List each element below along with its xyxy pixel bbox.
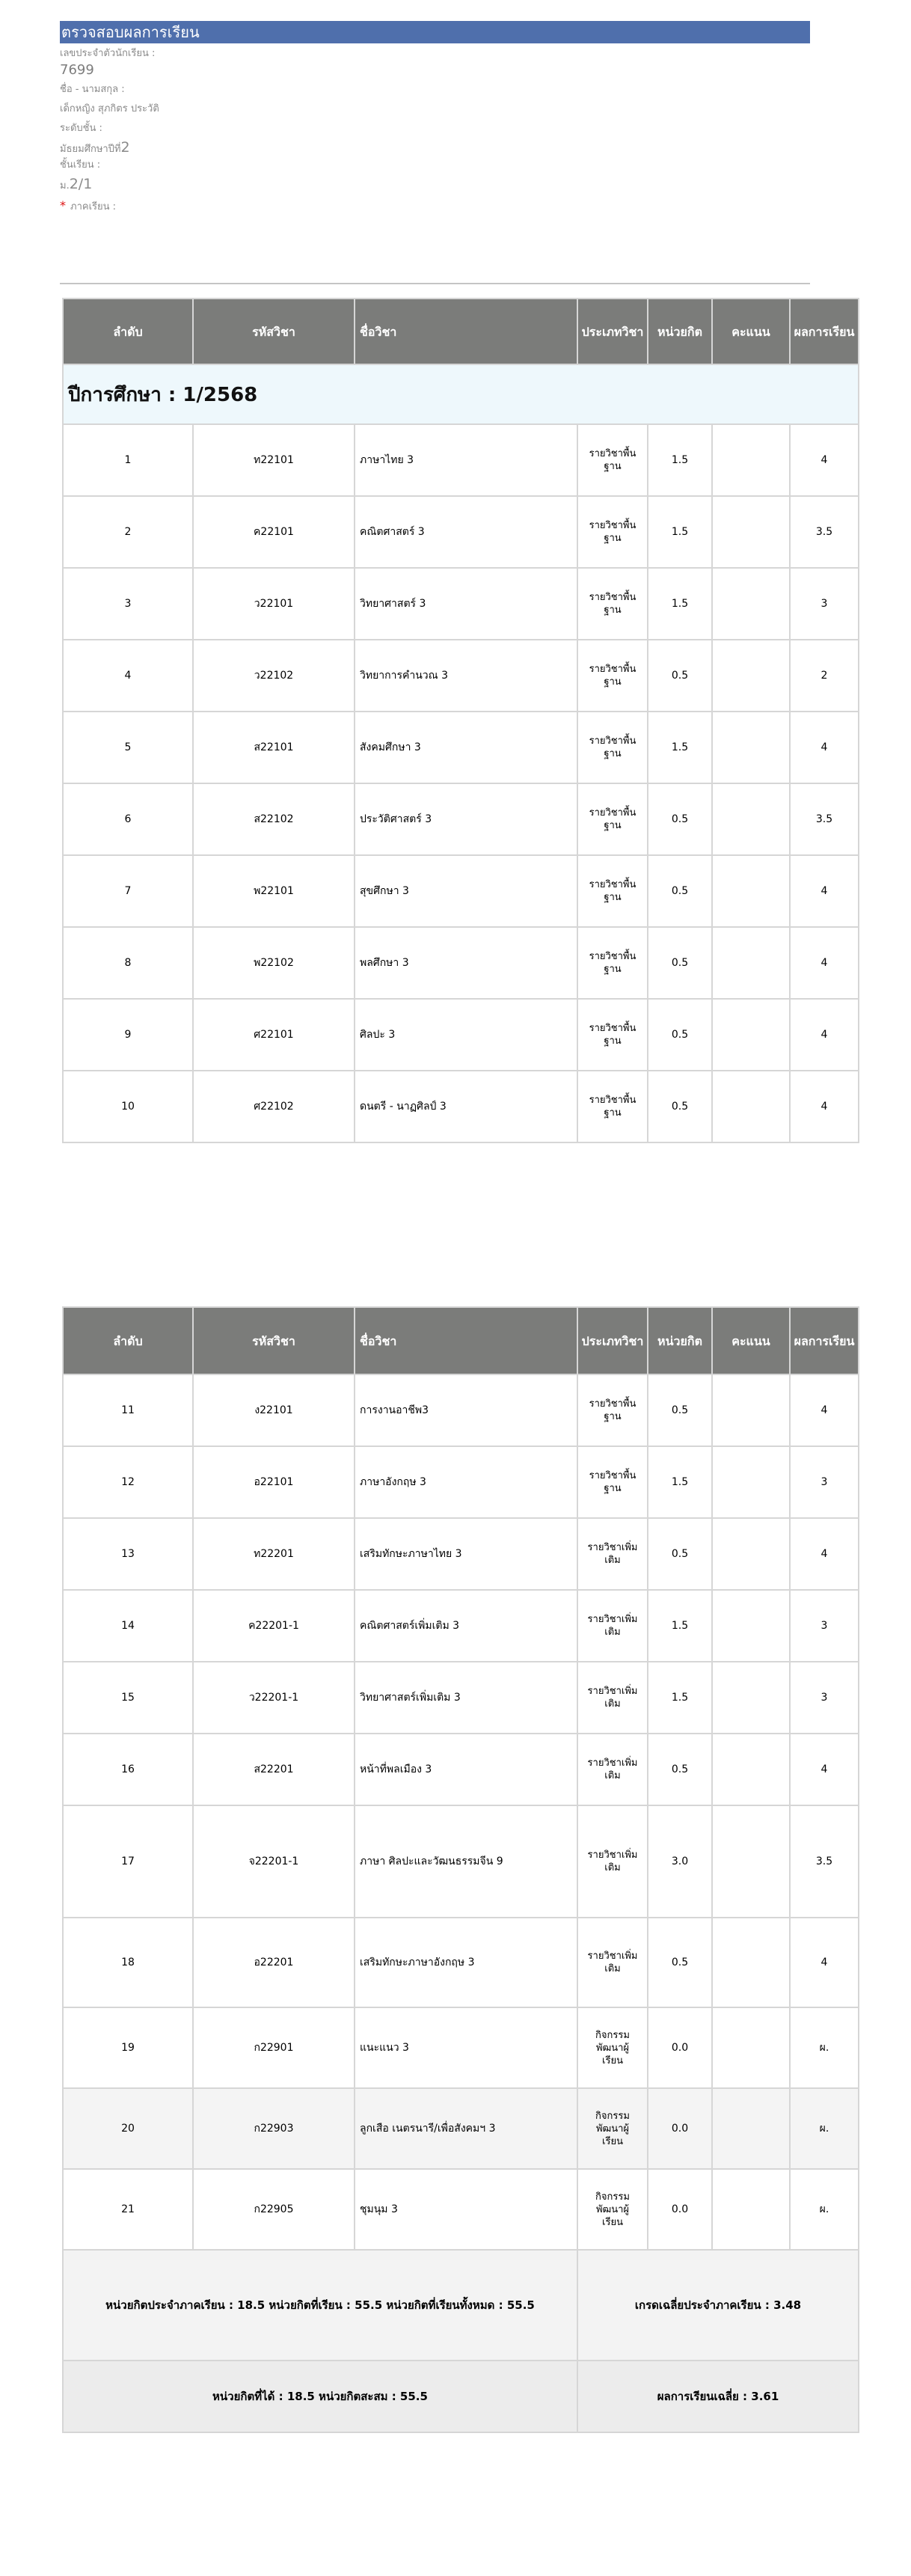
- cell-credit: 0.0: [648, 2169, 712, 2250]
- cell-score: [712, 1446, 790, 1518]
- cell-name: หน้าที่พลเมือง 3: [355, 1734, 577, 1805]
- term-line: [60, 196, 159, 217]
- table-row: [63, 2007, 859, 2088]
- cell-grade: 4: [790, 927, 859, 999]
- cell-code: ว22201-1: [193, 1662, 355, 1734]
- cell-no: 5: [63, 712, 193, 783]
- cell-score: [712, 855, 790, 927]
- cell-name: คณิตศาสตร์ 3: [355, 496, 577, 568]
- academic-year: ปีการศึกษา : 1/2568: [63, 364, 859, 424]
- cell-credit: 0.5: [648, 1374, 712, 1446]
- cell-type: รายวิชาพื้นฐาน: [577, 927, 648, 999]
- cell-grade: 3: [790, 568, 859, 640]
- cell-no: 19: [63, 2007, 193, 2088]
- divider: [60, 283, 810, 284]
- cell-code: ว22102: [193, 640, 355, 712]
- student-id-value: 7699: [60, 62, 94, 78]
- cell-score: [712, 1918, 790, 2007]
- cell-score: [712, 1662, 790, 1734]
- cell-grade: 3: [790, 1446, 859, 1518]
- cell-no: 4: [63, 640, 193, 712]
- cell-no: 8: [63, 927, 193, 999]
- cell-code: ก22905: [193, 2169, 355, 2250]
- cell-grade: 4: [790, 712, 859, 783]
- cell-name: สุขศึกษา 3: [355, 855, 577, 927]
- cell-type: รายวิชาพื้นฐาน: [577, 855, 648, 927]
- cell-grade: 2: [790, 640, 859, 712]
- cell-type: กิจกรรมพัฒนาผู้เรียน: [577, 2007, 648, 2088]
- table-row: [63, 712, 859, 783]
- cell-grade: ผ.: [790, 2007, 859, 2088]
- cell-credit: 0.5: [648, 1518, 712, 1590]
- header-name: ชื่อวิชา: [355, 299, 577, 364]
- cell-no: 16: [63, 1734, 193, 1805]
- cell-name: เสริมทักษะภาษาอังกฤษ 3: [355, 1918, 577, 2007]
- cell-score: [712, 1071, 790, 1142]
- cell-type: รายวิชาพื้นฐาน: [577, 496, 648, 568]
- cell-credit: 1.5: [648, 568, 712, 640]
- cell-name: พลศึกษา 3: [355, 927, 577, 999]
- cell-type: รายวิชาพื้นฐาน: [577, 712, 648, 783]
- cell-name: ลูกเสือ เนตรนารี/เพื่อสังคมฯ 3: [355, 2088, 577, 2169]
- cell-no: 13: [63, 1518, 193, 1590]
- cell-grade: 3: [790, 1662, 859, 1734]
- cell-type: รายวิชาพื้นฐาน: [577, 783, 648, 855]
- cell-credit: 0.5: [648, 927, 712, 999]
- cell-name: ชุมนุม 3: [355, 2169, 577, 2250]
- cell-no: 17: [63, 1805, 193, 1918]
- cell-type: รายวิชาพื้นฐาน: [577, 424, 648, 496]
- cell-score: [712, 1734, 790, 1805]
- cell-grade: 4: [790, 855, 859, 927]
- cell-code: ว22101: [193, 568, 355, 640]
- cell-credit: 1.5: [648, 712, 712, 783]
- class-label: ชั้นเรียน :: [60, 159, 101, 171]
- header-score: คะแนน: [712, 299, 790, 364]
- level-label: ระดับชั้น :: [60, 123, 102, 134]
- cell-grade: 4: [790, 1374, 859, 1446]
- cell-grade: 4: [790, 1918, 859, 2007]
- table-row: [63, 496, 859, 568]
- cell-grade: 4: [790, 1734, 859, 1805]
- cell-code: พ22101: [193, 855, 355, 927]
- cell-type: กิจกรรมพัฒนาผู้เรียน: [577, 2088, 648, 2169]
- table-header-row: [63, 299, 859, 364]
- cell-score: [712, 1805, 790, 1918]
- required-mark: *: [60, 198, 66, 212]
- cell-credit: 0.5: [648, 1918, 712, 2007]
- cell-no: 11: [63, 1374, 193, 1446]
- cell-type: กิจกรรมพัฒนาผู้เรียน: [577, 2169, 648, 2250]
- cell-type: รายวิชาเพิ่มเติม: [577, 1662, 648, 1734]
- cell-no: 21: [63, 2169, 193, 2250]
- student-info: [60, 46, 159, 217]
- level-value: 2: [120, 139, 130, 156]
- cell-code: ส22101: [193, 712, 355, 783]
- cell-code: จ22201-1: [193, 1805, 355, 1918]
- cell-credit: 3.0: [648, 1805, 712, 1918]
- summary-row-cumulative: [63, 2361, 859, 2432]
- header-code: รหัสวิชา: [193, 1307, 355, 1374]
- cumulative-gpa: ผลการเรียนเฉลี่ย : 3.61: [577, 2361, 859, 2432]
- table-row: [63, 1590, 859, 1662]
- header-type: ประเภทวิชา: [577, 299, 648, 364]
- cell-grade: ผ.: [790, 2169, 859, 2250]
- table-row: [63, 999, 859, 1071]
- cell-no: 2: [63, 496, 193, 568]
- cell-name: คณิตศาสตร์เพิ่มเติม 3: [355, 1590, 577, 1662]
- cell-no: 7: [63, 855, 193, 927]
- cell-name: วิทยาการคำนวณ 3: [355, 640, 577, 712]
- cell-score: [712, 712, 790, 783]
- cell-score: [712, 2169, 790, 2250]
- cell-score: [712, 927, 790, 999]
- cell-type: รายวิชาพื้นฐาน: [577, 1446, 648, 1518]
- cell-code: ศ22102: [193, 1071, 355, 1142]
- grades-table-page1: [62, 298, 859, 1143]
- cell-name: ภาษาไทย 3: [355, 424, 577, 496]
- summary-row-term: [63, 2250, 859, 2361]
- cell-type: รายวิชาพื้นฐาน: [577, 999, 648, 1071]
- table-row: [63, 783, 859, 855]
- cell-grade: 3.5: [790, 783, 859, 855]
- header-no: ลำดับ: [63, 299, 193, 364]
- cell-name: ภาษา ศิลปะและวัฒนธรรมจีน 9: [355, 1805, 577, 1918]
- cell-type: รายวิชาเพิ่มเติม: [577, 1518, 648, 1590]
- header-no: ลำดับ: [63, 1307, 193, 1374]
- table-row: [63, 2088, 859, 2169]
- cell-credit: 0.5: [648, 783, 712, 855]
- table-row: [63, 1518, 859, 1590]
- cell-no: 15: [63, 1662, 193, 1734]
- cell-code: อ22201: [193, 1918, 355, 2007]
- academic-year-row: [63, 364, 859, 424]
- table-row: [63, 2169, 859, 2250]
- table-row: [63, 1446, 859, 1518]
- table-row: [63, 927, 859, 999]
- cell-code: ก22901: [193, 2007, 355, 2088]
- student-id-label: เลขประจำตัวนักเรียน :: [60, 48, 156, 59]
- cell-credit: 1.5: [648, 1446, 712, 1518]
- cell-grade: 4: [790, 999, 859, 1071]
- cell-code: อ22101: [193, 1446, 355, 1518]
- cell-code: ศ22101: [193, 999, 355, 1071]
- page-title: ตรวจสอบผลการเรียน: [60, 21, 810, 43]
- cell-score: [712, 496, 790, 568]
- cell-credit: 0.5: [648, 999, 712, 1071]
- header-credit: หน่วยกิต: [648, 1307, 712, 1374]
- cell-credit: 1.5: [648, 1662, 712, 1734]
- level-prefix: มัธยมศึกษาปีที่: [60, 144, 121, 155]
- table-row: [63, 568, 859, 640]
- cell-type: รายวิชาพื้นฐาน: [577, 1071, 648, 1142]
- table-row: [63, 1374, 859, 1446]
- cell-name: ศิลปะ 3: [355, 999, 577, 1071]
- cell-no: 3: [63, 568, 193, 640]
- term-gpa: เกรดเฉลี่ยประจำภาคเรียน : 3.48: [577, 2250, 859, 2361]
- cell-name: ภาษาอังกฤษ 3: [355, 1446, 577, 1518]
- cell-no: 12: [63, 1446, 193, 1518]
- cell-type: รายวิชาเพิ่มเติม: [577, 1590, 648, 1662]
- cell-name: ดนตรี - นาฏศิลป์ 3: [355, 1071, 577, 1142]
- term-label: ภาคเรียน :: [70, 201, 117, 212]
- table-row: [63, 1734, 859, 1805]
- cell-credit: 1.5: [648, 424, 712, 496]
- term-credits: หน่วยกิตประจำภาคเรียน : 18.5 หน่วยกิตที่เรียน : 55.5 หน่วยกิตที่เรียนทั้งหมด : 55.5: [63, 2250, 577, 2361]
- cell-credit: 0.5: [648, 855, 712, 927]
- cell-name: วิทยาศาสตร์ 3: [355, 568, 577, 640]
- cell-score: [712, 568, 790, 640]
- cell-name: การงานอาชีพ3: [355, 1374, 577, 1446]
- cell-score: [712, 1374, 790, 1446]
- cell-type: รายวิชาพื้นฐาน: [577, 568, 648, 640]
- cell-name: วิทยาศาสตร์เพิ่มเติม 3: [355, 1662, 577, 1734]
- cell-no: 6: [63, 783, 193, 855]
- cell-type: รายวิชาเพิ่มเติม: [577, 1734, 648, 1805]
- cell-credit: 0.5: [648, 640, 712, 712]
- table-row: [63, 855, 859, 927]
- cell-credit: 0.5: [648, 1071, 712, 1142]
- cell-no: 1: [63, 424, 193, 496]
- cell-grade: 3.5: [790, 496, 859, 568]
- table-row: [63, 1071, 859, 1142]
- table-row: [63, 1918, 859, 2007]
- cell-no: 9: [63, 999, 193, 1071]
- cell-score: [712, 1518, 790, 1590]
- cell-grade: 3.5: [790, 1805, 859, 1918]
- earned-credits: หน่วยกิตที่ได้ : 18.5 หน่วยกิตสะสม : 55.5: [63, 2361, 577, 2432]
- table-row: [63, 640, 859, 712]
- grades-table-page2: [62, 1306, 859, 2433]
- cell-name: ประวัติศาสตร์ 3: [355, 783, 577, 855]
- header-code: รหัสวิชา: [193, 299, 355, 364]
- cell-code: ส22201: [193, 1734, 355, 1805]
- cell-no: 18: [63, 1918, 193, 2007]
- header-grade: ผลการเรียน: [790, 299, 859, 364]
- cell-code: ค22201-1: [193, 1590, 355, 1662]
- student-name-value: เด็กหญิง สุภกิตร ประวัติ: [60, 103, 159, 114]
- class-value: 2/1: [69, 176, 93, 192]
- header-type: ประเภทวิชา: [577, 1307, 648, 1374]
- header-credit: หน่วยกิต: [648, 299, 712, 364]
- cell-type: รายวิชาพื้นฐาน: [577, 1374, 648, 1446]
- cell-score: [712, 2007, 790, 2088]
- cell-grade: 3: [790, 1590, 859, 1662]
- cell-credit: 1.5: [648, 1590, 712, 1662]
- cell-credit: 0.0: [648, 2088, 712, 2169]
- class-prefix: ม.: [60, 180, 70, 192]
- cell-type: รายวิชาเพิ่มเติม: [577, 1805, 648, 1918]
- table-row: [63, 424, 859, 496]
- cell-grade: ผ.: [790, 2088, 859, 2169]
- header-name: ชื่อวิชา: [355, 1307, 577, 1374]
- cell-code: ท22101: [193, 424, 355, 496]
- cell-grade: 4: [790, 1071, 859, 1142]
- cell-name: สังคมศึกษา 3: [355, 712, 577, 783]
- table-header-row: [63, 1307, 859, 1374]
- cell-code: ท22201: [193, 1518, 355, 1590]
- cell-no: 14: [63, 1590, 193, 1662]
- cell-score: [712, 783, 790, 855]
- cell-code: พ22102: [193, 927, 355, 999]
- cell-type: รายวิชาพื้นฐาน: [577, 640, 648, 712]
- cell-code: ก22903: [193, 2088, 355, 2169]
- cell-credit: 1.5: [648, 496, 712, 568]
- cell-grade: 4: [790, 1518, 859, 1590]
- cell-name: เสริมทักษะภาษาไทย 3: [355, 1518, 577, 1590]
- cell-type: รายวิชาเพิ่มเติม: [577, 1918, 648, 2007]
- cell-credit: 0.5: [648, 1734, 712, 1805]
- cell-score: [712, 424, 790, 496]
- cell-no: 20: [63, 2088, 193, 2169]
- cell-name: แนะแนว 3: [355, 2007, 577, 2088]
- cell-score: [712, 2088, 790, 2169]
- cell-no: 10: [63, 1071, 193, 1142]
- student-name-label: ชื่อ - นามสกุล :: [60, 84, 125, 95]
- table-row: [63, 1662, 859, 1734]
- class-line: [60, 174, 159, 196]
- cell-code: ค22101: [193, 496, 355, 568]
- cell-grade: 4: [790, 424, 859, 496]
- cell-score: [712, 999, 790, 1071]
- header-grade: ผลการเรียน: [790, 1307, 859, 1374]
- table-row: [63, 1805, 859, 1918]
- cell-code: ส22102: [193, 783, 355, 855]
- level-line: [60, 138, 159, 159]
- cell-score: [712, 1590, 790, 1662]
- cell-code: ง22101: [193, 1374, 355, 1446]
- header-score: คะแนน: [712, 1307, 790, 1374]
- cell-score: [712, 640, 790, 712]
- cell-credit: 0.0: [648, 2007, 712, 2088]
